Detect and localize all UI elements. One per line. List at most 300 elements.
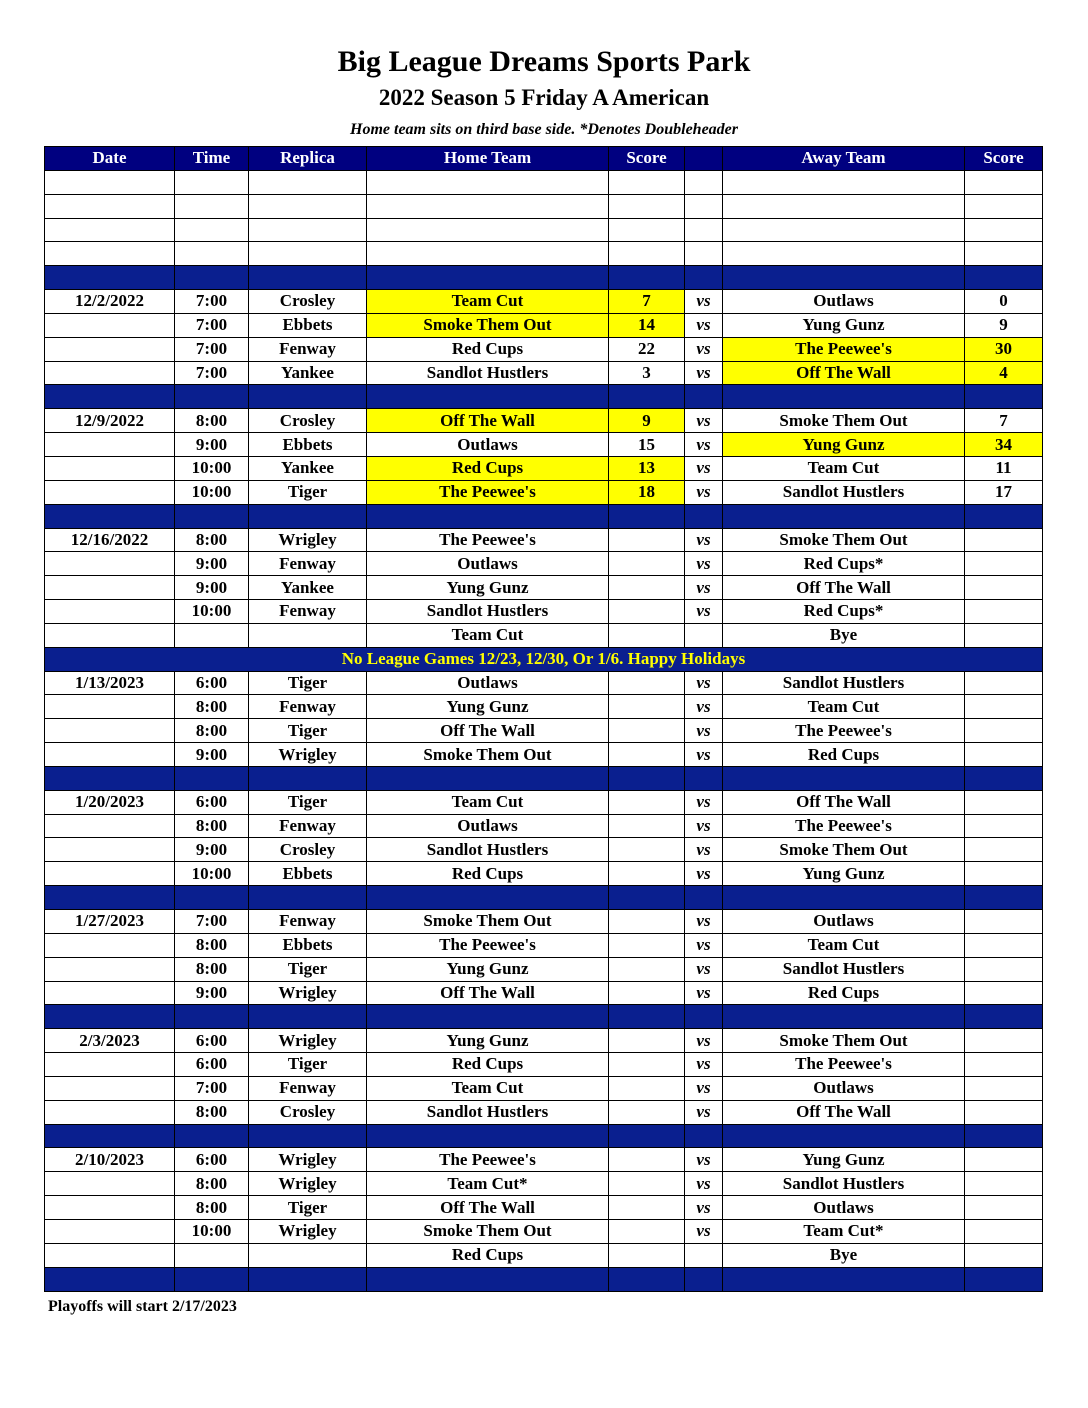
cell-home-team: Sandlot Hustlers — [367, 1100, 609, 1124]
cell-home-score: 3 — [609, 361, 685, 385]
separator-row — [45, 385, 1043, 409]
cell-date — [45, 957, 175, 981]
schedule-table — [44, 146, 1043, 1292]
cell-home-team: Sandlot Hustlers — [367, 600, 609, 624]
cell-home-score: 22 — [609, 337, 685, 361]
cell-replica — [249, 1005, 367, 1029]
game-row — [45, 456, 1043, 480]
cell-time: 9:00 — [175, 552, 249, 576]
game-row — [45, 814, 1043, 838]
cell-time — [175, 1005, 249, 1029]
game-row — [45, 671, 1043, 695]
cell-vs: vs — [685, 957, 723, 981]
cell-vs: vs — [685, 480, 723, 504]
cell-time — [175, 266, 249, 290]
cell-time: 6:00 — [175, 671, 249, 695]
cell-vs: vs — [685, 409, 723, 433]
cell-away-score — [965, 1219, 1043, 1243]
cell-home-team: Yung Gunz — [367, 957, 609, 981]
cell-home-score — [609, 1219, 685, 1243]
game-row — [45, 337, 1043, 361]
empty-row — [45, 170, 1043, 194]
cell-vs: vs — [685, 933, 723, 957]
cell-home-score: 13 — [609, 456, 685, 480]
cell-away-score: 17 — [965, 480, 1043, 504]
cell-vs: vs — [685, 671, 723, 695]
cell-home-team: Team Cut — [367, 623, 609, 647]
cell-replica: Fenway — [249, 337, 367, 361]
cell-vs — [685, 623, 723, 647]
cell-home-score — [609, 576, 685, 600]
cell-time: 8:00 — [175, 1196, 249, 1220]
cell-replica: Yankee — [249, 576, 367, 600]
cell-away-team: Team Cut* — [723, 1219, 965, 1243]
cell-time: 9:00 — [175, 576, 249, 600]
cell-home-score — [609, 910, 685, 934]
cell-home-score — [609, 623, 685, 647]
cell-away-score — [965, 1005, 1043, 1029]
cell-time — [175, 1243, 249, 1267]
cell-vs: vs — [685, 337, 723, 361]
cell-replica: Fenway — [249, 552, 367, 576]
cell-time: 7:00 — [175, 337, 249, 361]
cell-home-team — [367, 242, 609, 266]
cell-home-score — [609, 1148, 685, 1172]
cell-vs: vs — [685, 290, 723, 314]
cell-vs — [685, 504, 723, 528]
cell-away-score — [965, 671, 1043, 695]
cell-vs — [685, 886, 723, 910]
cell-vs: vs — [685, 719, 723, 743]
cell-away-score — [965, 504, 1043, 528]
cell-date — [45, 1196, 175, 1220]
cell-replica: Tiger — [249, 671, 367, 695]
game-row — [45, 1196, 1043, 1220]
cell-home-team — [367, 1005, 609, 1029]
cell-home-team: Team Cut — [367, 1076, 609, 1100]
cell-replica: Ebbets — [249, 862, 367, 886]
cell-time: 10:00 — [175, 480, 249, 504]
cell-home-team — [367, 170, 609, 194]
cell-away-score — [965, 1172, 1043, 1196]
cell-away-score — [965, 552, 1043, 576]
cell-away-team: Red Cups — [723, 743, 965, 767]
cell-home-score: 15 — [609, 433, 685, 457]
cell-time — [175, 385, 249, 409]
cell-away-score — [965, 886, 1043, 910]
cell-replica — [249, 623, 367, 647]
cell-time — [175, 1124, 249, 1148]
cell-time: 7:00 — [175, 290, 249, 314]
cell-time: 8:00 — [175, 1100, 249, 1124]
cell-home-score — [609, 242, 685, 266]
cell-vs: vs — [685, 1196, 723, 1220]
cell-away-score — [965, 194, 1043, 218]
cell-away-team — [723, 385, 965, 409]
cell-date — [45, 1267, 175, 1291]
cell-vs: vs — [685, 1029, 723, 1053]
cell-away-team: Red Cups — [723, 981, 965, 1005]
cell-time — [175, 504, 249, 528]
cell-vs — [685, 1124, 723, 1148]
cell-away-score — [965, 1243, 1043, 1267]
col-header-away-team: Away Team — [723, 147, 965, 171]
cell-home-score — [609, 1029, 685, 1053]
cell-date — [45, 766, 175, 790]
cell-away-score — [965, 528, 1043, 552]
cell-date — [45, 1100, 175, 1124]
doubleheader-note: Home team sits on third base side. *Denotes Doubleheader — [350, 121, 738, 138]
cell-date — [45, 337, 175, 361]
cell-home-team: Outlaws — [367, 433, 609, 457]
cell-away-score — [965, 242, 1043, 266]
cell-home-team — [367, 886, 609, 910]
cell-date — [45, 838, 175, 862]
cell-away-team: Sandlot Hustlers — [723, 671, 965, 695]
game-row — [45, 361, 1043, 385]
cell-date: 2/3/2023 — [45, 1029, 175, 1053]
cell-away-team: Red Cups* — [723, 552, 965, 576]
cell-away-score — [965, 766, 1043, 790]
cell-home-team: Red Cups — [367, 1053, 609, 1077]
separator-row — [45, 1124, 1043, 1148]
cell-vs — [685, 266, 723, 290]
cell-vs — [685, 170, 723, 194]
cell-away-team: Sandlot Hustlers — [723, 1172, 965, 1196]
cell-away-team: Off The Wall — [723, 361, 965, 385]
cell-home-score — [609, 790, 685, 814]
cell-home-team: Yung Gunz — [367, 576, 609, 600]
col-header-vs — [685, 147, 723, 171]
cell-time: 8:00 — [175, 409, 249, 433]
cell-home-score — [609, 194, 685, 218]
separator-row — [45, 266, 1043, 290]
cell-home-team — [367, 385, 609, 409]
game-row — [45, 1053, 1043, 1077]
cell-date — [45, 1124, 175, 1148]
cell-vs — [685, 766, 723, 790]
cell-time: 7:00 — [175, 910, 249, 934]
separator-row — [45, 1005, 1043, 1029]
cell-away-team: Smoke Them Out — [723, 1029, 965, 1053]
holiday-notice: No League Games 12/23, 12/30, Or 1/6. Happy Holidays — [45, 647, 1043, 671]
cell-date: 12/9/2022 — [45, 409, 175, 433]
cell-home-score: 18 — [609, 480, 685, 504]
cell-home-score — [609, 218, 685, 242]
cell-time: 8:00 — [175, 933, 249, 957]
cell-vs: vs — [685, 1172, 723, 1196]
cell-away-score — [965, 814, 1043, 838]
cell-home-team — [367, 1267, 609, 1291]
cell-away-score — [965, 1148, 1043, 1172]
cell-home-score — [609, 957, 685, 981]
cell-away-team: Smoke Them Out — [723, 838, 965, 862]
cell-time — [175, 218, 249, 242]
cell-home-team: Red Cups — [367, 337, 609, 361]
cell-vs — [685, 1005, 723, 1029]
cell-date — [45, 170, 175, 194]
game-row — [45, 790, 1043, 814]
cell-vs: vs — [685, 576, 723, 600]
cell-away-team: Sandlot Hustlers — [723, 480, 965, 504]
cell-vs — [685, 385, 723, 409]
cell-away-score — [965, 600, 1043, 624]
cell-home-team: Smoke Them Out — [367, 313, 609, 337]
cell-vs: vs — [685, 743, 723, 767]
cell-replica: Crosley — [249, 409, 367, 433]
game-row — [45, 862, 1043, 886]
cell-date — [45, 1005, 175, 1029]
cell-away-team: Bye — [723, 623, 965, 647]
cell-home-team: Off The Wall — [367, 409, 609, 433]
cell-home-score — [609, 528, 685, 552]
cell-home-team: The Peewee's — [367, 480, 609, 504]
cell-away-team — [723, 886, 965, 910]
cell-replica: Ebbets — [249, 433, 367, 457]
empty-row — [45, 242, 1043, 266]
cell-replica: Fenway — [249, 910, 367, 934]
cell-time — [175, 170, 249, 194]
cell-vs: vs — [685, 910, 723, 934]
cell-replica: Tiger — [249, 719, 367, 743]
cell-replica — [249, 194, 367, 218]
col-header-home-team: Home Team — [367, 147, 609, 171]
cell-away-team: Yung Gunz — [723, 862, 965, 886]
cell-vs: vs — [685, 838, 723, 862]
cell-home-team — [367, 1124, 609, 1148]
cell-date — [45, 886, 175, 910]
cell-away-score — [965, 862, 1043, 886]
cell-vs: vs — [685, 1076, 723, 1100]
cell-home-score — [609, 385, 685, 409]
cell-time: 8:00 — [175, 695, 249, 719]
game-row — [45, 409, 1043, 433]
cell-home-score — [609, 266, 685, 290]
cell-away-team — [723, 1124, 965, 1148]
cell-replica: Tiger — [249, 790, 367, 814]
cell-date — [45, 981, 175, 1005]
cell-away-team — [723, 218, 965, 242]
game-row — [45, 838, 1043, 862]
cell-home-score — [609, 933, 685, 957]
cell-home-team: The Peewee's — [367, 528, 609, 552]
cell-home-score — [609, 170, 685, 194]
cell-home-team — [367, 194, 609, 218]
cell-date — [45, 242, 175, 266]
cell-away-score — [965, 1100, 1043, 1124]
cell-date — [45, 504, 175, 528]
cell-replica: Crosley — [249, 290, 367, 314]
cell-home-score — [609, 862, 685, 886]
cell-away-team: Yung Gunz — [723, 313, 965, 337]
cell-vs — [685, 218, 723, 242]
cell-away-team: Sandlot Hustlers — [723, 957, 965, 981]
cell-away-score: 0 — [965, 290, 1043, 314]
cell-home-team — [367, 766, 609, 790]
cell-away-score — [965, 719, 1043, 743]
cell-replica: Crosley — [249, 838, 367, 862]
col-header-home-score: Score — [609, 147, 685, 171]
cell-away-team — [723, 504, 965, 528]
cell-away-score: 4 — [965, 361, 1043, 385]
cell-home-score — [609, 504, 685, 528]
cell-away-team: Team Cut — [723, 456, 965, 480]
cell-date — [45, 313, 175, 337]
cell-date — [45, 695, 175, 719]
cell-home-score — [609, 886, 685, 910]
schedule-body — [45, 170, 1043, 1291]
cell-replica — [249, 1267, 367, 1291]
game-row — [45, 910, 1043, 934]
cell-date — [45, 600, 175, 624]
cell-away-team: Outlaws — [723, 1076, 965, 1100]
cell-date: 1/27/2023 — [45, 910, 175, 934]
cell-vs: vs — [685, 456, 723, 480]
cell-away-team: The Peewee's — [723, 1053, 965, 1077]
cell-vs — [685, 242, 723, 266]
cell-away-team: Outlaws — [723, 910, 965, 934]
cell-vs: vs — [685, 528, 723, 552]
cell-away-score — [965, 385, 1043, 409]
cell-away-score: 7 — [965, 409, 1043, 433]
game-row — [45, 933, 1043, 957]
cell-away-team: Outlaws — [723, 1196, 965, 1220]
separator-row — [45, 504, 1043, 528]
cell-home-score: 14 — [609, 313, 685, 337]
cell-replica: Wrigley — [249, 1172, 367, 1196]
cell-vs: vs — [685, 1219, 723, 1243]
playoffs-note: Playoffs will start 2/17/2023 — [48, 1298, 237, 1315]
cell-replica: Tiger — [249, 480, 367, 504]
cell-home-score — [609, 552, 685, 576]
cell-vs: vs — [685, 433, 723, 457]
cell-away-team: Bye — [723, 1243, 965, 1267]
cell-replica: Ebbets — [249, 933, 367, 957]
cell-away-score — [965, 576, 1043, 600]
cell-away-score — [965, 1029, 1043, 1053]
cell-replica — [249, 242, 367, 266]
game-row — [45, 695, 1043, 719]
cell-vs: vs — [685, 695, 723, 719]
cell-time: 8:00 — [175, 957, 249, 981]
cell-home-team — [367, 218, 609, 242]
cell-home-score — [609, 1100, 685, 1124]
cell-home-team: Team Cut — [367, 290, 609, 314]
cell-vs: vs — [685, 552, 723, 576]
cell-replica — [249, 1243, 367, 1267]
cell-replica — [249, 886, 367, 910]
cell-replica: Tiger — [249, 1053, 367, 1077]
cell-vs: vs — [685, 1100, 723, 1124]
cell-home-score: 9 — [609, 409, 685, 433]
cell-vs: vs — [685, 862, 723, 886]
cell-home-team: Sandlot Hustlers — [367, 838, 609, 862]
cell-vs — [685, 194, 723, 218]
cell-away-score — [965, 1124, 1043, 1148]
cell-home-team: Outlaws — [367, 814, 609, 838]
cell-time: 7:00 — [175, 361, 249, 385]
cell-home-team: Team Cut* — [367, 1172, 609, 1196]
cell-date: 2/10/2023 — [45, 1148, 175, 1172]
cell-date: 12/2/2022 — [45, 290, 175, 314]
game-row — [45, 1029, 1043, 1053]
cell-home-score — [609, 1053, 685, 1077]
cell-home-score — [609, 1005, 685, 1029]
cell-away-score — [965, 981, 1043, 1005]
cell-away-score — [965, 1196, 1043, 1220]
cell-date — [45, 1172, 175, 1196]
cell-date — [45, 1076, 175, 1100]
cell-home-score — [609, 1172, 685, 1196]
cell-home-team: Off The Wall — [367, 719, 609, 743]
game-row — [45, 576, 1043, 600]
cell-vs: vs — [685, 1053, 723, 1077]
cell-date — [45, 814, 175, 838]
game-row — [45, 1219, 1043, 1243]
cell-date — [45, 576, 175, 600]
game-row — [45, 290, 1043, 314]
game-row — [45, 1148, 1043, 1172]
table-header-row — [45, 147, 1043, 171]
cell-time: 9:00 — [175, 743, 249, 767]
cell-replica: Wrigley — [249, 1219, 367, 1243]
game-row — [45, 480, 1043, 504]
cell-away-team: Red Cups* — [723, 600, 965, 624]
cell-date — [45, 1053, 175, 1077]
cell-date — [45, 480, 175, 504]
cell-date — [45, 433, 175, 457]
cell-home-score — [609, 1196, 685, 1220]
empty-row — [45, 194, 1043, 218]
cell-home-score — [609, 671, 685, 695]
cell-replica — [249, 766, 367, 790]
cell-home-team: Yung Gunz — [367, 1029, 609, 1053]
cell-away-score — [965, 170, 1043, 194]
cell-away-team — [723, 1005, 965, 1029]
cell-home-team: Off The Wall — [367, 1196, 609, 1220]
empty-row — [45, 218, 1043, 242]
cell-vs — [685, 1267, 723, 1291]
cell-time — [175, 766, 249, 790]
cell-home-team — [367, 504, 609, 528]
cell-away-score — [965, 218, 1043, 242]
game-row — [45, 623, 1043, 647]
cell-away-team — [723, 266, 965, 290]
cell-home-team: Red Cups — [367, 1243, 609, 1267]
col-header-date: Date — [45, 147, 175, 171]
game-row — [45, 1100, 1043, 1124]
cell-home-team: Smoke Them Out — [367, 1219, 609, 1243]
cell-time — [175, 886, 249, 910]
cell-home-score — [609, 1243, 685, 1267]
cell-vs: vs — [685, 981, 723, 1005]
cell-home-score — [609, 766, 685, 790]
cell-home-score — [609, 1076, 685, 1100]
cell-away-score — [965, 910, 1043, 934]
cell-replica: Fenway — [249, 1076, 367, 1100]
cell-replica: Crosley — [249, 1100, 367, 1124]
cell-away-score — [965, 790, 1043, 814]
cell-replica: Fenway — [249, 814, 367, 838]
cell-away-team: Smoke Them Out — [723, 409, 965, 433]
cell-replica: Fenway — [249, 600, 367, 624]
cell-time — [175, 1267, 249, 1291]
cell-time: 6:00 — [175, 1029, 249, 1053]
cell-home-score — [609, 719, 685, 743]
page-title: Big League Dreams Sports Park — [337, 45, 751, 78]
cell-date — [45, 552, 175, 576]
cell-replica: Ebbets — [249, 313, 367, 337]
